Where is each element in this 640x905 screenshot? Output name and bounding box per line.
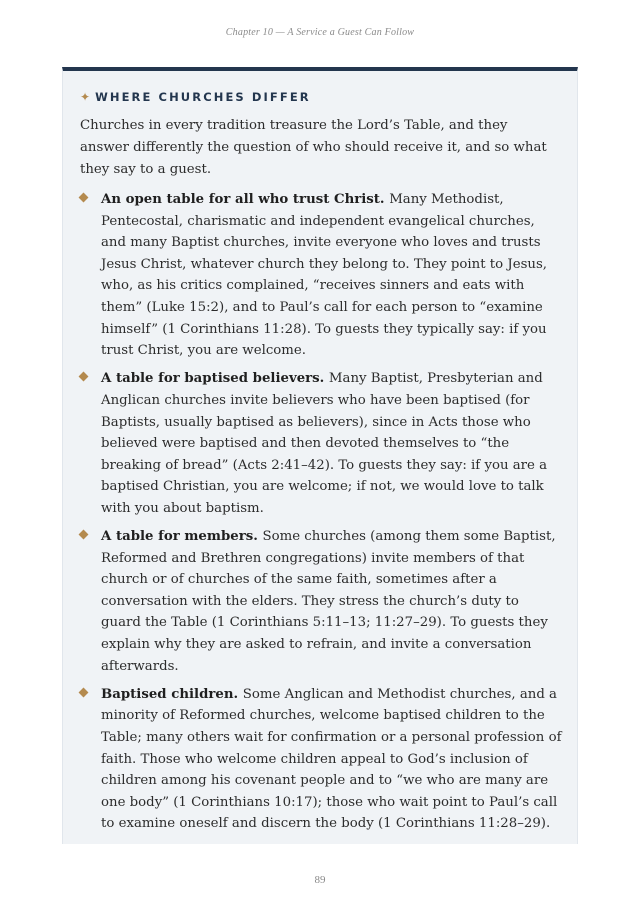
box-heading-text: WHERE CHURCHES DIFFER: [95, 90, 311, 104]
item-text: Many Baptist, Presbyterian and Anglican churches invite believers who have been baptised (for Baptists, usually baptised as believers), since in Acts those who believed were baptised and then devoted themselves to “the breaking of bread” (Acts 2:41–42). To guests they say: if you are a baptised Christian, you are welcome; if not, we would love to talk with you about baptism.: [101, 371, 548, 516]
list-item: [80, 684, 562, 835]
star-icon: ✦: [80, 90, 91, 104]
list-item: [80, 526, 562, 677]
box-intro: Churches in every tradition treasure the Lord’s Table, and they answer differently the question of who should receive it, and so what they say to a guest.: [80, 118, 547, 177]
list-item: [80, 189, 562, 362]
item-lead: A table for baptised believers.: [101, 371, 329, 387]
diamond-bullet-icon: [79, 530, 89, 540]
diamond-bullet-icon: [79, 193, 89, 203]
item-text: Many Methodist, Pentecostal, charismatic and independent evangelical churches, and many Baptist churches, invite everyone who loves and trusts Jesus Christ, whatever church they belong to. They point to Jesus, who, as his critics complained, “receives sinners and eats with them” (Luke 15:2), and to Paul’s call for each person to “examine himself” (1 Corinthians 11:28). To guests they typically say: if you trust Christ, you are welcome.: [101, 192, 548, 359]
item-text: Some churches (among them some Baptist, Reformed and Brethren congregations) invite members of that church or of churches of the same faith, sometimes after a conversation with the elders. They stress the church’s duty to guard the Table (1 Corinthians 5:11–13; 11:27–29). To guests they explain why they are asked to refrain, and invite a conversation afterwards.: [101, 529, 556, 674]
item-lead: Baptised children.: [101, 686, 243, 702]
sidebar-box: [62, 67, 578, 844]
item-lead: An open table for all who trust Christ.: [101, 192, 390, 207]
list-item: [80, 368, 562, 519]
position-list: [80, 189, 562, 842]
page-number: 89: [314, 874, 326, 886]
running-head: Chapter 10 — A Service a Guest Can Follow: [225, 27, 415, 38]
diamond-bullet-icon: [79, 687, 89, 697]
item-lead: A table for members.: [101, 529, 263, 545]
box-heading: [80, 90, 311, 104]
diamond-bullet-icon: [79, 372, 89, 382]
item-text: Some Anglican and Methodist churches, and a minority of Reformed churches, welcome baptised children to the Table; many others wait for confirmation or a personal profession of faith. Those who welcome children appeal to God’s inclusion of children among his covenant people and to “we who are many are one body” (1 Corinthians 10:17); those who wait point to Paul’s call to examine oneself and discern the body (1 Corinthians 11:28–29).: [101, 686, 562, 832]
